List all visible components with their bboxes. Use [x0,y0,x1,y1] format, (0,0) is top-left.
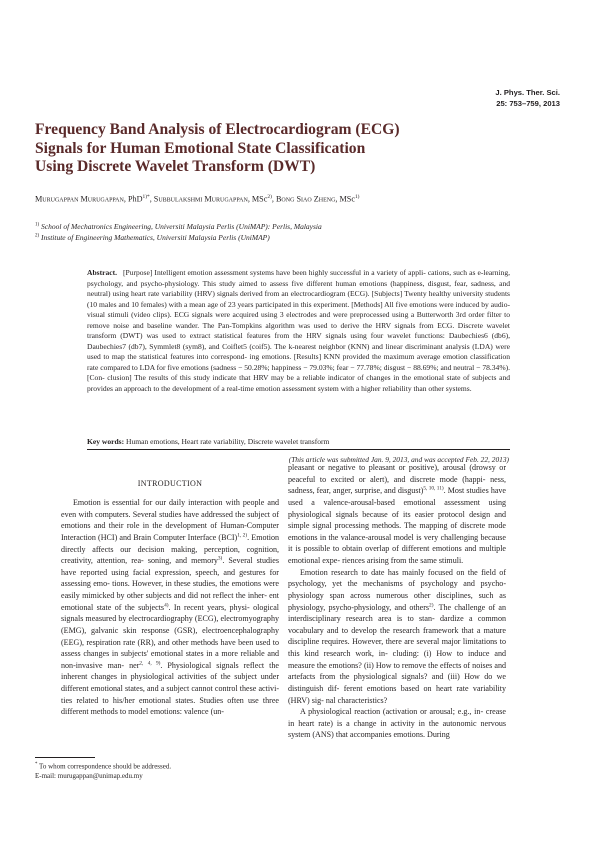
title-line: Signals for Human Emotional State Classification [35,139,366,157]
body-line: other methods have been used to assess changes in subjects' [61,637,279,659]
body-line: Emotion is essential for our daily interaction with people [73,498,265,507]
body-line: three different methods to model emotions: valence (un- [61,695,279,717]
body-line: psycho-physiology span across numerous other disciplines, [288,579,507,600]
body-line: nal characteristics? [325,695,388,705]
body-line: Human-Computer Interaction (HCI) and Brain Computer [61,521,279,542]
citation-marker: 5, 10, 11) [423,485,444,492]
body-line: mimicked by other subjects and did not reflect the inher- [82,591,267,600]
body-line: such as physiology, psycho-physiology, and others [288,590,506,612]
body-line: How to remove the effects of noises and artefacts from the [288,660,506,682]
body-line: riences arising from the same stimuli. [342,556,464,565]
body-line: facial expression, speech, and gestures for assessing emo- [61,567,279,589]
body-line: and even with computers. Several studies have addressed [61,498,280,519]
abstract-line: ECG. Discrete wavelet transform (DWT) was used to extract statistical features from the HRV signals using four [87,320,510,341]
abstract-line: [Purpose] Intelligent emotion assessment systems have been highly successful in a variety of appli- [122,268,426,277]
body-line: field of psychology, yet the mechanisms of psychology and [288,567,507,589]
title-line: Frequency Band Analysis of Electrocardiogram (ECG) [35,121,400,138]
abstract-line: wavelet functions: Daubechies6 (db6), Daubechies7 (db7), Symmlet8 (sym8), and Coiflet5 (coif5). The k-nearest [87,331,510,351]
author-name: Subbulakshmi Murugappan [153,194,248,204]
body-line: Most studies have used a valence-arousal-based emotional [288,486,507,507]
abstract-line: (video clips). ECG signals were acquired using 3 electrodes and were preprocessed using a Butterworth 3rd order [131,310,485,320]
affiliation [35,233,270,242]
paragraph [61,497,279,718]
body-line: challenge of an interdisciplinary research area is to stan- [288,602,507,624]
body-line-continuation: . Emotion directly affects our decision [61,532,280,554]
body-line-continuation: . Physiological signals reflect the inherent changes [61,660,279,682]
abstract-line: filter to remove noise and baseline wander. The Pan-Tompkins algorithm was used to derive the HRV signals from [87,310,510,330]
abstract-line: ing emotions. [Results] KNN provided the maximum average emotion classification rate compared to LDA for five [87,352,511,372]
body-line: emotional states in a more reliable and non-invasive man- [61,649,279,670]
body-line: ties related to his/her emotional states. Studies often use [61,695,259,705]
author-affiliation-marker: 2) [267,194,272,200]
body-line: electroencephalography (EEG), respiration rate (RR), and [61,625,279,647]
journal-citation [495,88,560,109]
body-line-continuation: . [443,486,446,496]
author-affiliation-marker: 1) [354,194,360,200]
abstract-line: emotions (sadness − 50.28%; happiness − 79.03%; fear − 77.78%; disgust − 88.69%; and neutral − 78.34%). [Con- [87,362,511,383]
body-line-continuation: . The [433,602,452,612]
affiliation-text: Institute of Engineering Mathematics, Universiti Malaysia Perlis (UniMAP) [41,233,270,242]
body-line: physiological signals? and (iii) How do we distinguish dif- [288,672,506,693]
paragraph [288,462,506,567]
footnote-correspondence [35,762,171,770]
keywords-text: Human emotions, Heart rate variability, Discrete wavelet transform [126,437,330,446]
body-line: making, perception, cognition, creativity, attention, rea- [61,544,279,566]
body-line: protocol design and simple signal processing methods. The [288,509,507,531]
author-list [35,194,359,204]
abstract-line: reliability than other systems. [382,384,472,394]
author-name: Bong Siao Zheng [275,194,336,204]
submission-note: (This article was submitted Jan. 9, 2013, and was accepted Feb. 22, 2013) [288,455,509,464]
abstract-divider [87,449,510,450]
footnote-divider [35,757,95,758]
author-separator: , [271,194,276,204]
footnote-email: E-mail: murugappan@unimap.edu.my [35,772,143,780]
abstract-label: Abstract. [87,268,117,277]
body-column-right [288,462,506,741]
body-line: A physiological reaction (activation or arousal; e.g., in- [300,707,484,717]
citation-marker: 2, 4, 9) [139,660,161,667]
body-line: ological signals measured by electrocardiography (ECG), [61,602,279,624]
abstract-line: of subjects and provides an approach to the development of a real-time emotion assessment system with a higher [87,373,510,394]
body-line: or peaceful to excited or alert), and discrete mode (happi- [288,463,506,484]
body-line: ent emotional state of the subjects [61,591,279,612]
keywords-label: Key words: [87,437,125,446]
author-degree: , PhD [123,194,143,204]
journal-volume-pages: 25: 753–759, 2013 [496,98,560,108]
citation-marker: 3) [217,555,223,562]
body-line: crease in heart rate) is a change in activity in the autonomic [288,707,506,728]
keywords [87,437,510,446]
section-heading: INTRODUCTION [137,479,203,488]
title-line: Using Discrete Wavelet Transform (DWT) [35,158,316,176]
abstract-line: an electrocardiogram (ECG). [Subjects] Twenty healthy university students (10 males and 10 females) with a mean [87,289,510,309]
body-line: model is very challenging because it is possible to obtain [288,532,506,554]
affiliation-text: School of Mechatronics Engineering, Universiti Malaysia Perlis (UniMAP): Perlis, Malaysia [41,222,322,231]
body-line: emotional states, and a subject cannot control these activi- [90,684,279,693]
journal-name: J. Phys. Ther. Sci. [495,88,560,97]
body-line: are several major limitations to this kind research work, in- [288,637,507,658]
body-line: mapping of discrete mode emotions in the valance-arousal [288,521,506,542]
paper-title [35,121,475,177]
body-line-continuation: . In recent years, physi- [168,602,250,612]
affiliation-marker: 2) [35,233,40,239]
author-degree: , MSc [335,194,355,204]
abstract [87,268,510,395]
paragraph [288,706,506,741]
abstract-line: emotions (happiness, disgust, fear, sadness, and neutral) using heart rate variability (HRV) signals derived from [87,278,510,299]
body-line: in physiological activities of the subject under different [61,672,280,693]
body-line: framework that a mature discipline requires. However, there [288,625,506,647]
abstract-line: cations, such as e-learning, psychology, and psycho-physiology. This study aimed to assess five different human [87,268,510,288]
body-line: overlap of different emotions and multiple emotional expe- [288,544,507,565]
citation-marker: 2) [429,601,434,608]
abstract-line: age of 23 years participated in this experiment. [Methods] All five emotions were induced by audio-visual stimuli [87,299,511,320]
body-line: ferent emotions based on heart rate variability (HRV) sig- [288,683,506,705]
body-line: electromyography (EMG), galvanic skin response (GSR), [61,614,279,635]
author-separator: , [149,194,154,204]
abstract-line: neighbor (KNN) and linear discriminant analysis (LDA) were used to map the statistical features into correspond- [87,341,510,362]
paragraph [288,567,506,707]
body-line: assessment using physiological signals because of its easier [288,497,506,519]
affiliation [35,222,322,231]
citation-marker: 1, 2) [237,532,248,539]
body-line: dardize a common vocabulary and to develop the research [288,614,506,635]
abstract-line: clusion] The results of this study indicate that HRV may be a reliable indicator of changes in the emotional state [107,373,461,383]
citation-marker: 4) [164,601,169,608]
body-line: pleasant or negative to pleasant or positive), arousal (drowsy [288,463,496,472]
body-line: soning, and memory [147,556,218,566]
body-line-continuation: . Several studies have reported using [61,556,279,577]
body-line: cluding: (i) How to induce and measure the emotions? (ii) [288,649,506,670]
body-line: tions. However, in these studies, the emotions were easily [61,579,279,600]
body-line: Interface (BCI) [187,532,238,542]
body-line: the subject of emotions and their role in the development of [61,509,279,531]
footnote-text: To whom correspondence should be addressed. [39,762,172,771]
footnote-marker: * [35,762,38,767]
author-affiliation-marker: 1)* [142,194,150,200]
author-name: Murugappan Murugappan [35,194,124,204]
body-line: Emotion research to date has mainly focused on the [300,567,478,577]
body-line: ness, sadness, fear, anger, surprise, and disgust) [288,474,507,496]
author-degree: , MSc [247,194,268,204]
affiliation-marker: 1) [35,222,40,228]
body-column-left [61,497,279,718]
body-line: ner [129,660,140,670]
body-line: nervous system (ANS) that accompanies emotions. During [288,718,506,740]
